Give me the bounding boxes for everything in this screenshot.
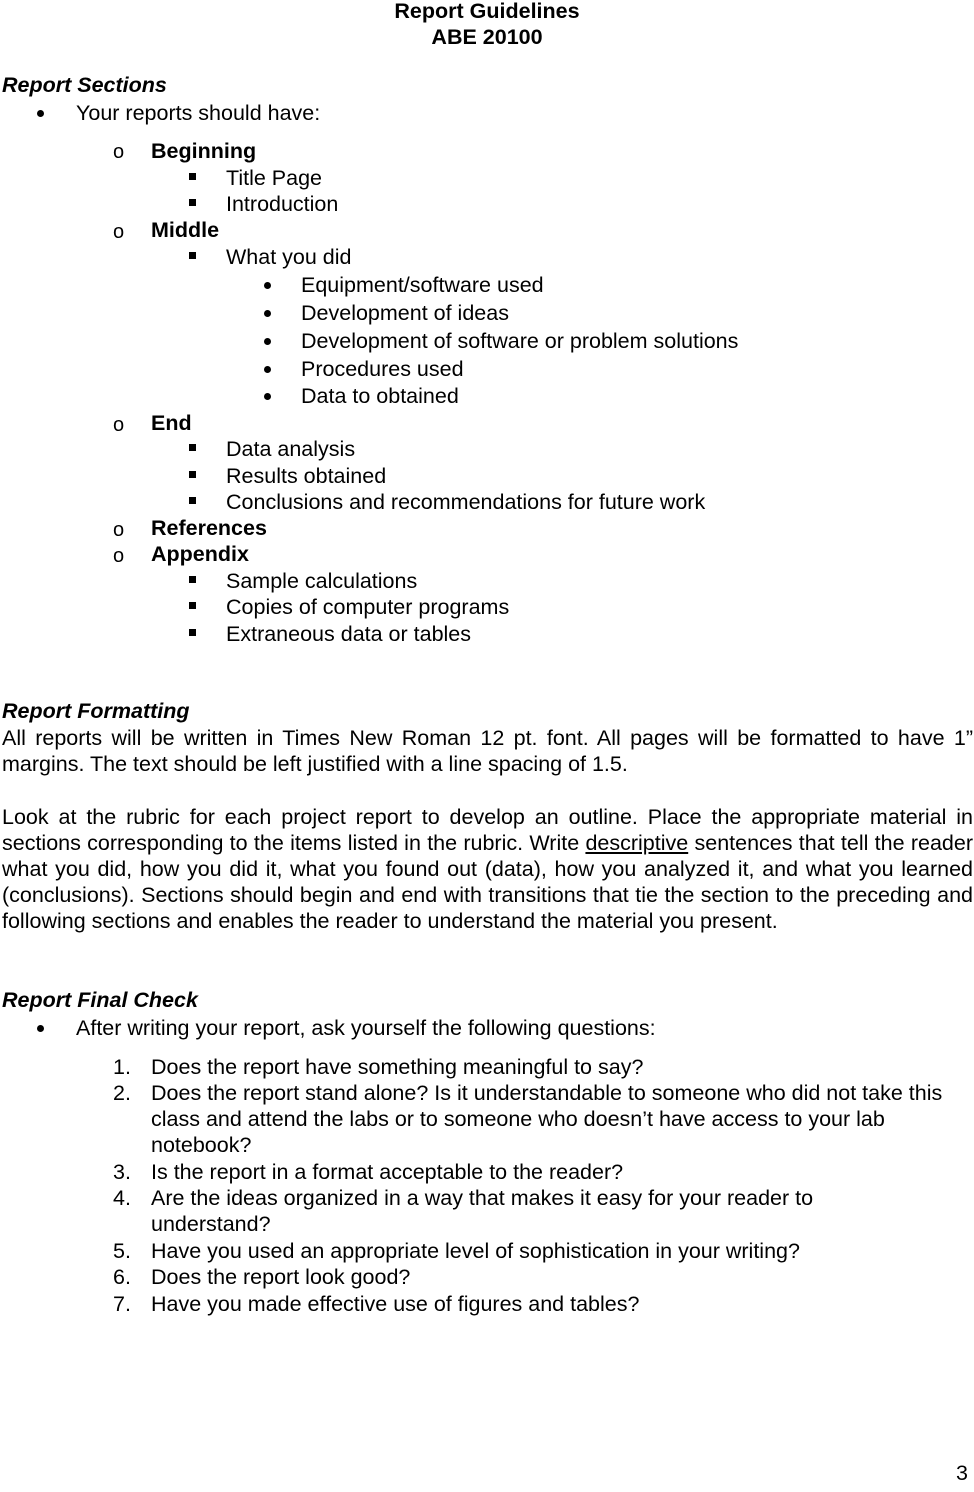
list-item: Procedures used [301, 357, 464, 381]
list-item: Results obtained [226, 464, 387, 488]
question-number: 1. [113, 1055, 131, 1079]
question-number: 3. [113, 1160, 131, 1184]
question-text: Does the report stand alone? Is it understandable to someone who did not take this class and attend the labs or to someone who doesn’t have access to your lab notebook? [151, 1081, 943, 1157]
square-bullet-icon [189, 471, 196, 478]
square-bullet-icon [189, 576, 196, 583]
list-item: Sample calculations [226, 569, 418, 593]
rubric-paragraph [2, 804, 973, 934]
circle-bullet-icon: o [113, 221, 125, 243]
bullet-icon [264, 338, 271, 345]
question-text: Have you made effective use of figures and tables? [151, 1292, 640, 1316]
subsection-references: References [151, 516, 267, 540]
final-check-intro: After writing your report, ask yourself the following questions: [76, 1016, 656, 1040]
bullet-icon [264, 366, 271, 373]
question-text: Does the report look good? [151, 1265, 411, 1289]
question-text: Are the ideas organized in a way that makes it easy for your reader to understand? [151, 1186, 814, 1236]
list-item: Equipment/software used [301, 273, 544, 297]
question-number: 6. [113, 1265, 131, 1289]
bullet-icon [37, 1025, 44, 1032]
question-text: Have you used an appropriate level of sophistication in your writing? [151, 1239, 800, 1263]
list-item: Introduction [226, 192, 339, 216]
circle-bullet-icon: o [113, 519, 125, 541]
list-item: Data analysis [226, 437, 356, 461]
square-bullet-icon [189, 252, 196, 259]
question-number: 7. [113, 1292, 131, 1316]
section-heading-report-sections: Report Sections [2, 73, 167, 97]
circle-bullet-icon: o [113, 141, 125, 163]
subsection-appendix: Appendix [151, 542, 249, 566]
subsection-end: End [151, 411, 192, 435]
list-item: Title Page [226, 166, 323, 190]
page-number: 3 [956, 1461, 968, 1485]
section-heading-report-formatting: Report Formatting [2, 699, 190, 723]
rubric-paragraph-text: Look at the rubric for each project report to develop an outline. Place the appropriate material in sections corresponding to the items listed in the rubric. Write [2, 805, 973, 855]
question-text: Does the report have something meaningful to say? [151, 1055, 644, 1079]
bullet-icon [264, 393, 271, 400]
list-item: Development of software or problem solutions [301, 329, 739, 353]
section-heading-report-final-check: Report Final Check [2, 988, 198, 1012]
list-item: What you did [226, 245, 352, 269]
circle-bullet-icon: o [113, 545, 125, 567]
page-title: Report Guidelines [394, 0, 580, 23]
list-item: Development of ideas [301, 301, 509, 325]
subsection-middle: Middle [151, 218, 220, 242]
square-bullet-icon [189, 629, 196, 636]
square-bullet-icon [189, 444, 196, 451]
question-number: 5. [113, 1239, 131, 1263]
bullet-icon [37, 110, 44, 117]
list-item: Data to obtained [301, 384, 459, 408]
list-item: Extraneous data or tables [226, 622, 472, 646]
bullet-icon [264, 310, 271, 317]
course-code: ABE 20100 [431, 25, 543, 49]
question-number: 2. [113, 1081, 131, 1105]
underlined-word: descriptive [585, 831, 689, 855]
formatting-paragraph: All reports will be written in Times New Roman 12 pt. font. All pages will be formatted to have 1” margins. The text should be left justified with a line spacing of 1.5. [2, 726, 973, 776]
list-item: Copies of computer programs [226, 595, 510, 619]
subsection-beginning: Beginning [151, 139, 257, 163]
square-bullet-icon [189, 173, 196, 180]
square-bullet-icon [189, 602, 196, 609]
rubric-paragraph-text: sentences that tell the reader what you did, how you did it, what you found out (data), how you analyzed it, and what you learned (conclusions). Sections should begin and end with transitions that tie the section to the preceding and following sections and enables the reader to understand the material you present. [2, 831, 973, 933]
circle-bullet-icon: o [113, 414, 125, 436]
question-number: 4. [113, 1186, 131, 1210]
square-bullet-icon [189, 497, 196, 504]
question-text: Is the report in a format acceptable to the reader? [151, 1160, 624, 1184]
sections-intro: Your reports should have: [76, 101, 321, 125]
list-item: Conclusions and recommendations for future work [226, 490, 706, 514]
bullet-icon [264, 282, 271, 289]
square-bullet-icon [189, 199, 196, 206]
